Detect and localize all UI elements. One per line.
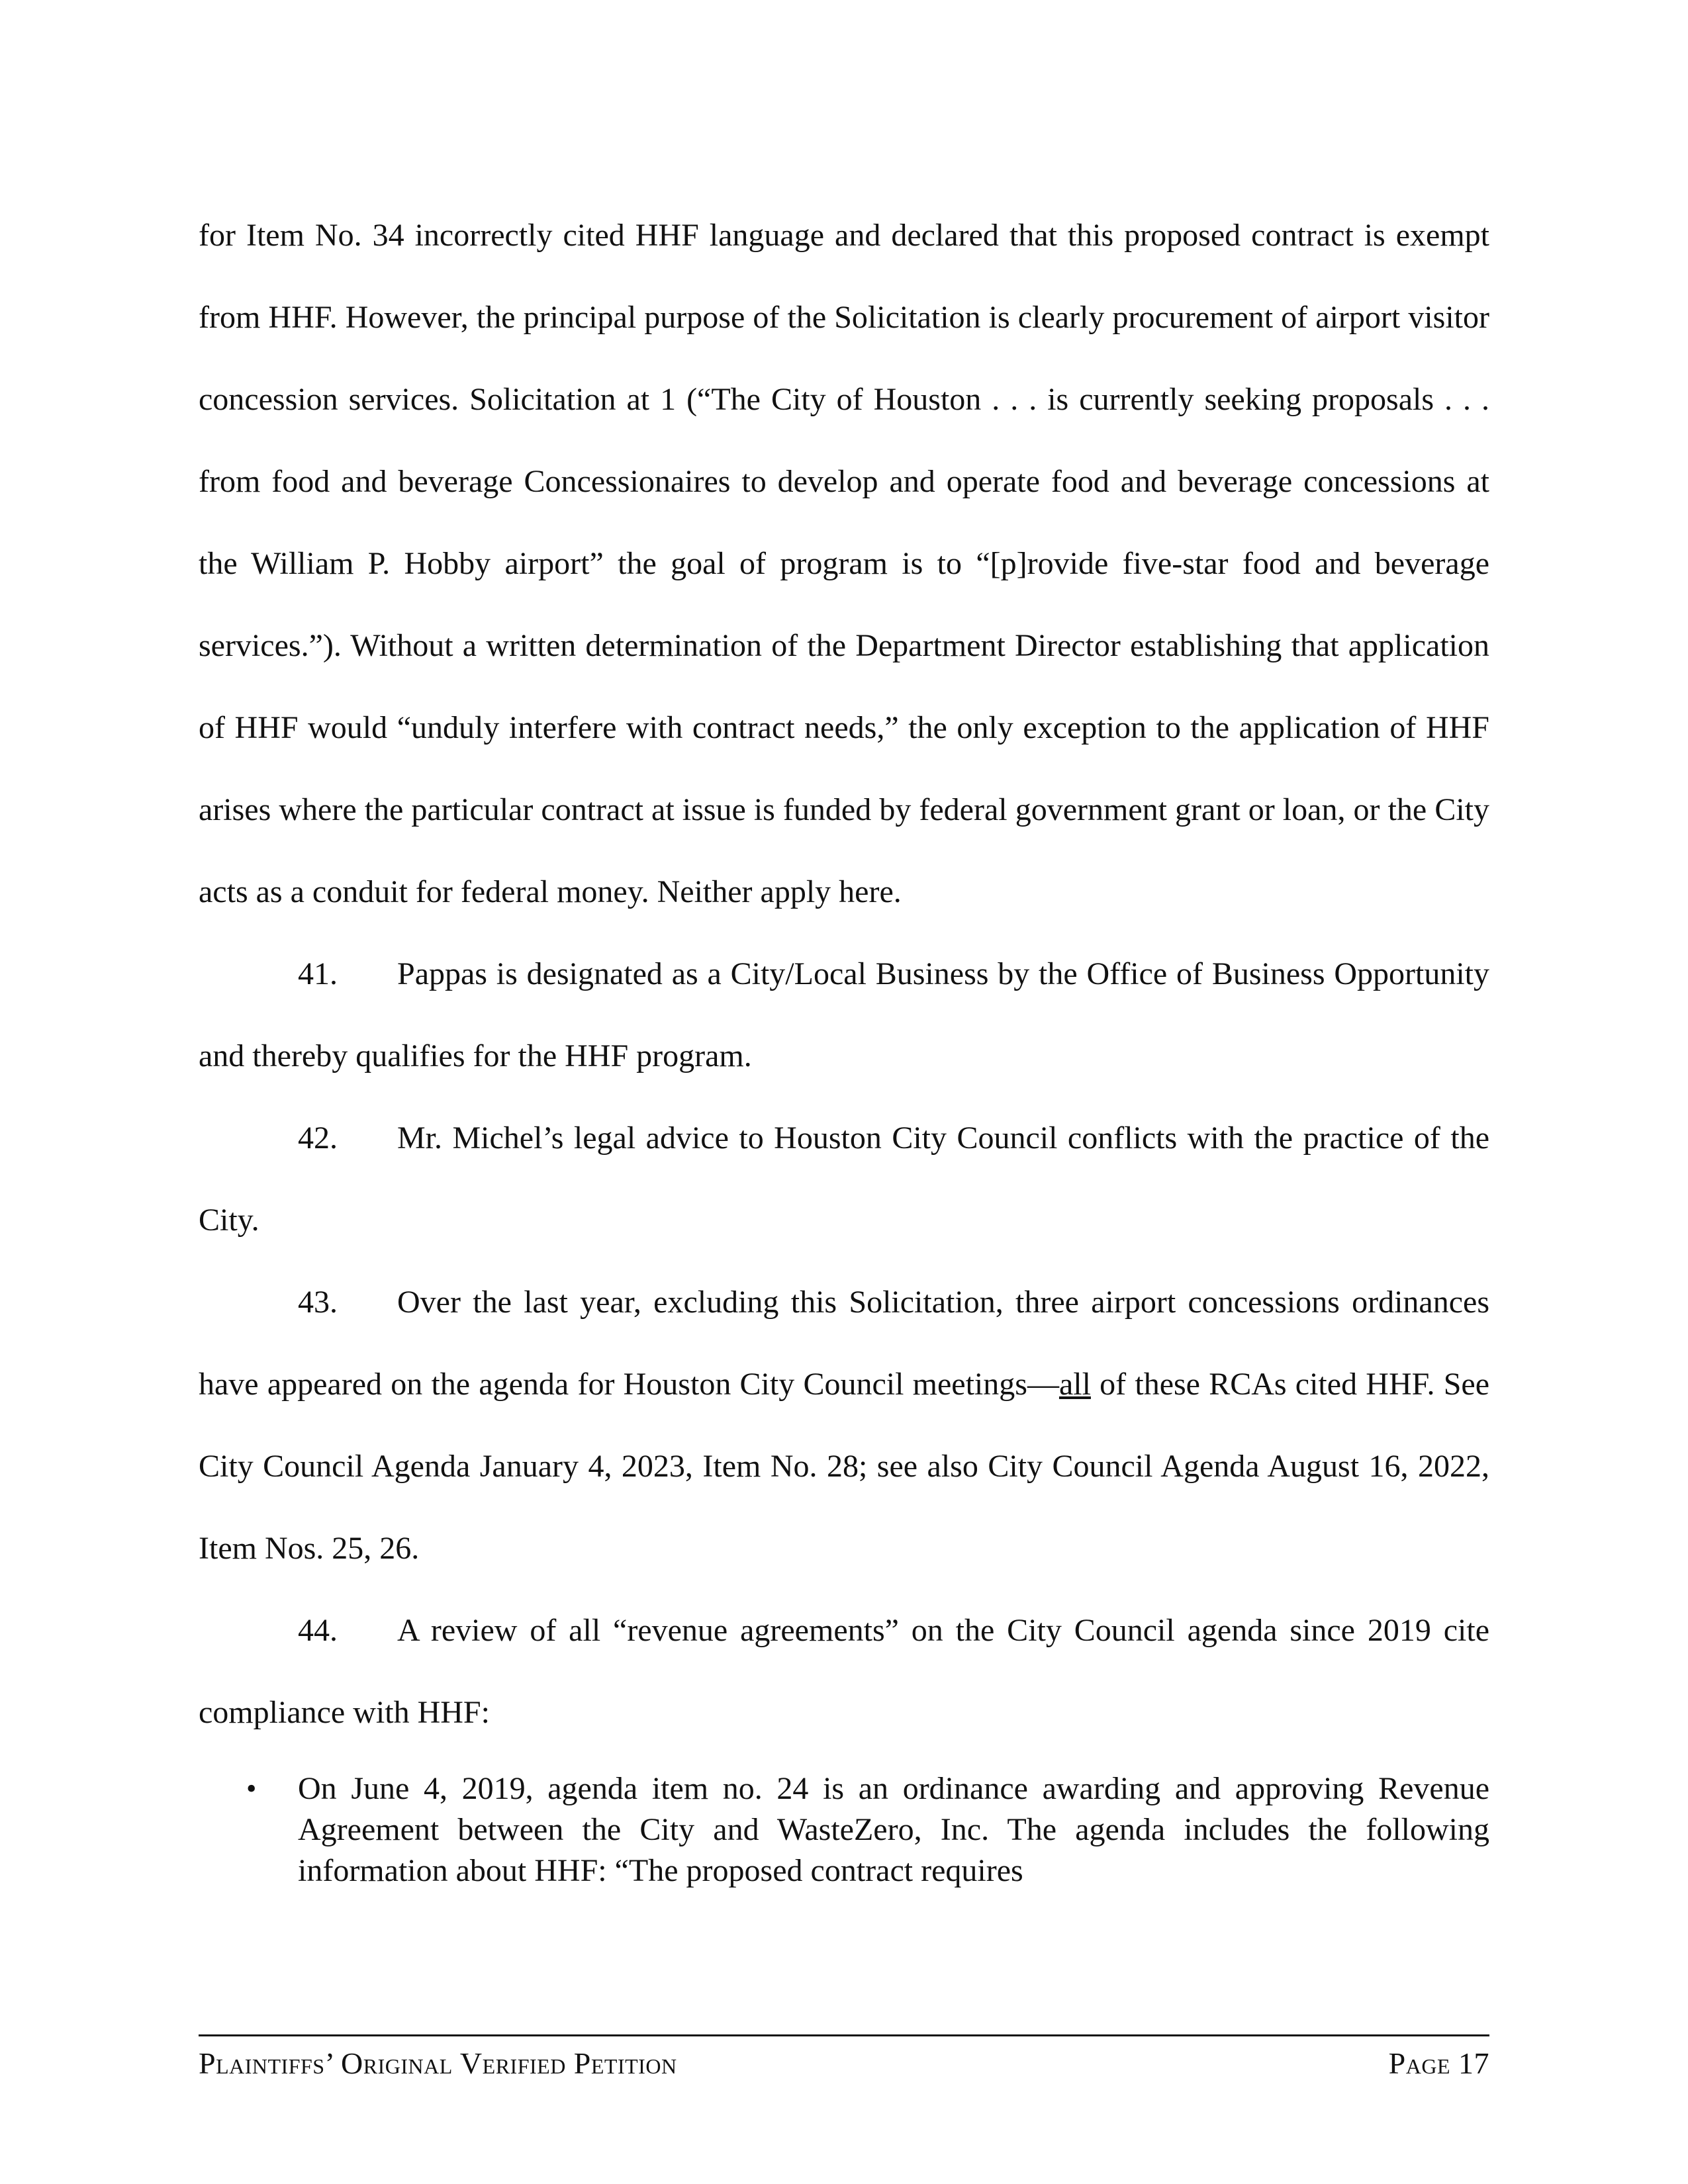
paragraph-number: 42.: [298, 1120, 338, 1156]
paragraph-41: [199, 933, 1489, 1097]
bullet-list: [199, 1768, 1489, 1891]
paragraph-text-continued: of these RCAs cited HHF. See City Council Agenda January 4, 2023, Item No. 28; see also City Council Agenda August 16, 2022, Item Nos. 25, 26.: [199, 1367, 1489, 1566]
footer-page-number: Page 17: [1388, 2046, 1489, 2080]
page-footer: [199, 2044, 1489, 2083]
paragraph-44: [199, 1590, 1489, 1754]
bullet-icon: •: [246, 1772, 257, 1805]
paragraph-43: [199, 1261, 1489, 1590]
paragraph-text: A review of all “revenue agreements” on the City Council agenda since 2019 cite compliance with HHF:: [199, 1613, 1489, 1730]
underlined-emphasis: all: [1058, 1367, 1091, 1402]
footer-document-title: Plaintiffs’ Original Verified Petition: [199, 2046, 677, 2080]
paragraph-text: Pappas is designated as a City/Local Business by the Office of Business Opportunity and thereby qualifies for the HHF program.: [199, 956, 1489, 1073]
paragraph-number: 44.: [298, 1613, 338, 1648]
footer-divider: [199, 2034, 1489, 2036]
paragraph-continuation: for Item No. 34 incorrectly cited HHF language and declared that this proposed contract is exempt from HHF. However, the principal purpose of the Solicitation is clearly procurement of airport visitor concession services. Solicitation at 1 (“The City of Houston . . . is currently seeking proposals . . . from food and beverage Concessionaires to develop and operate food and beverage concessions at the William P. Hobby airport” the goal of program is to “[p]rovide five-star food and beverage services.”). Without a written determination of the Department Director establishing that application of HHF would “unduly interfere with contract needs,” the only exception to the application of HHF arises where the particular contract at issue is funded by federal government grant or loan, or the City acts as a conduit for federal money. Neither apply here.: [199, 218, 1489, 909]
paragraph-number: 43.: [298, 1285, 338, 1320]
list-item: [199, 1768, 1489, 1891]
paragraph-42: [199, 1097, 1489, 1261]
document-body: [199, 195, 1489, 1891]
paragraph-text: Mr. Michel’s legal advice to Houston City Council conflicts with the practice of the City.: [199, 1120, 1489, 1238]
paragraph-number: 41.: [298, 956, 338, 991]
bullet-text: On June 4, 2019, agenda item no. 24 is an ordinance awarding and approving Revenue Agreement between the City and WasteZero, Inc. The agenda includes the following information about HHF: “The proposed contract requires: [298, 1771, 1489, 1888]
paragraph-text: Over the last year, excluding this Solicitation, three airport concessions ordinances have appeared on the agenda for Houston City Council meetings—: [199, 1285, 1489, 1402]
